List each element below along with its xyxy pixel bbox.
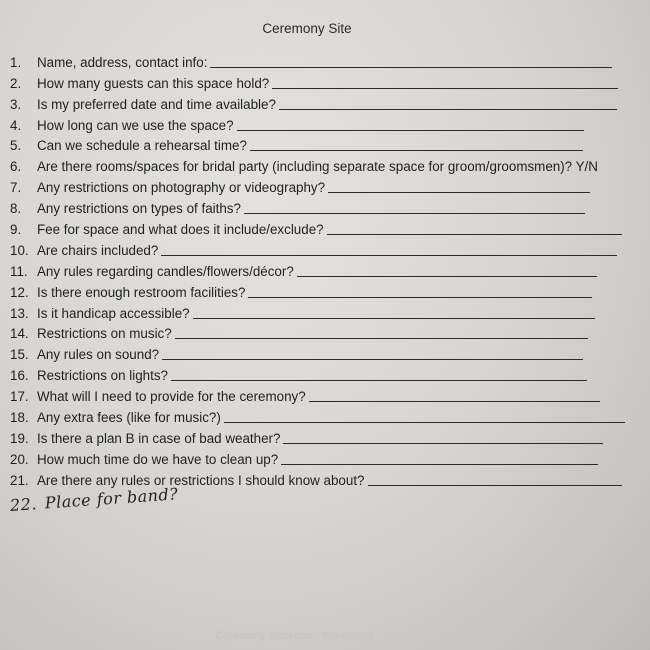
answer-line[interactable]	[250, 150, 583, 151]
answer-line[interactable]	[368, 485, 623, 486]
answer-line[interactable]	[279, 109, 617, 110]
question-item	[10, 405, 630, 426]
question-number: 13.	[10, 305, 29, 321]
question-text: Any extra fees (like for music?)	[37, 410, 221, 426]
answer-line[interactable]	[248, 297, 592, 298]
question-number: 9.	[10, 222, 22, 238]
question-text: Name, address, contact info:	[37, 54, 208, 70]
question-item	[10, 154, 630, 175]
question-text: Restrictions on music?	[37, 326, 172, 342]
question-number: 1.	[10, 54, 22, 70]
question-item	[10, 342, 630, 363]
answer-line[interactable]	[327, 234, 622, 235]
question-list	[10, 50, 630, 489]
question-item	[10, 468, 630, 489]
question-item	[10, 175, 630, 196]
answer-line[interactable]	[171, 380, 587, 381]
question-item	[10, 322, 630, 343]
question-text: Restrictions on lights?	[37, 368, 168, 384]
question-number: 10.	[10, 242, 29, 258]
question-text: Are there any rules or restrictions I should know about?	[37, 472, 365, 488]
question-text: Can we schedule a rehearsal time?	[37, 138, 247, 154]
answer-line[interactable]	[162, 359, 583, 360]
question-item	[10, 426, 630, 447]
answer-line[interactable]	[161, 255, 617, 256]
question-item	[10, 447, 630, 468]
answer-line[interactable]	[224, 422, 625, 423]
question-text: How many guests can this space hold?	[37, 75, 270, 91]
question-text: Any restrictions on photography or videography?	[37, 180, 326, 196]
page-title: Ceremony Site	[262, 21, 352, 36]
question-number: 6.	[10, 159, 22, 175]
question-text: Fee for space and what does it include/exclude?	[37, 222, 324, 238]
question-number: 21.	[10, 472, 29, 488]
question-number: 18.	[10, 410, 29, 426]
question-text: How much time do we have to clean up?	[37, 451, 279, 467]
answer-line[interactable]	[244, 213, 585, 214]
bleed-through-text: Ceremony Reception Worksheet	[215, 630, 374, 642]
question-text: Is there a plan B in case of bad weather?	[37, 430, 281, 446]
handwritten-note-text: Place for band?	[44, 484, 179, 513]
question-number: 17.	[10, 389, 29, 405]
question-text: Is my preferred date and time available?	[37, 96, 276, 112]
answer-line[interactable]	[237, 130, 584, 131]
question-text: Is there enough restroom facilities?	[37, 284, 246, 300]
question-text: Any rules regarding candles/flowers/décor?	[37, 263, 294, 279]
question-number: 20.	[10, 451, 29, 467]
question-text: Are there rooms/spaces for bridal party (including separate space for groom/groomsmen)? Y/N	[37, 159, 598, 175]
question-item	[10, 280, 630, 301]
question-number: 15.	[10, 347, 29, 363]
question-text: Any rules on sound?	[37, 347, 160, 363]
question-number: 4.	[10, 117, 22, 133]
question-item	[10, 217, 630, 238]
handwritten-note	[9, 484, 179, 515]
question-item	[10, 134, 630, 155]
question-item	[10, 92, 630, 113]
question-text: What will I need to provide for the ceremony?	[37, 389, 306, 405]
question-item	[10, 384, 630, 405]
question-item	[10, 363, 630, 384]
question-text: Are chairs included?	[37, 242, 159, 258]
answer-line[interactable]	[193, 318, 595, 319]
question-item	[10, 301, 630, 322]
question-item	[10, 196, 630, 217]
handwritten-note-number: 22.	[9, 494, 38, 515]
question-number: 2.	[10, 75, 22, 91]
answer-line[interactable]	[328, 192, 590, 193]
answer-line[interactable]	[272, 88, 618, 89]
question-number: 12.	[10, 284, 29, 300]
question-number: 8.	[10, 201, 22, 217]
question-number: 3.	[10, 96, 22, 112]
question-text: Is it handicap accessible?	[37, 305, 190, 321]
question-item	[10, 259, 630, 280]
question-text: How long can we use the space?	[37, 117, 234, 133]
question-number: 19.	[10, 430, 29, 446]
question-number: 14.	[10, 326, 29, 342]
answer-line[interactable]	[297, 276, 597, 277]
question-number: 5.	[10, 138, 22, 154]
question-item	[10, 50, 630, 71]
answer-line[interactable]	[283, 443, 603, 444]
question-item	[10, 71, 630, 92]
answer-line[interactable]	[281, 464, 598, 465]
answer-line[interactable]	[210, 67, 612, 68]
question-number: 7.	[10, 180, 22, 196]
question-text: Any restrictions on types of faiths?	[37, 201, 241, 217]
question-item	[10, 238, 630, 259]
question-number: 11.	[10, 263, 28, 279]
answer-line[interactable]	[175, 338, 588, 339]
question-item	[10, 113, 630, 134]
answer-line[interactable]	[309, 401, 600, 402]
question-number: 16.	[10, 368, 29, 384]
